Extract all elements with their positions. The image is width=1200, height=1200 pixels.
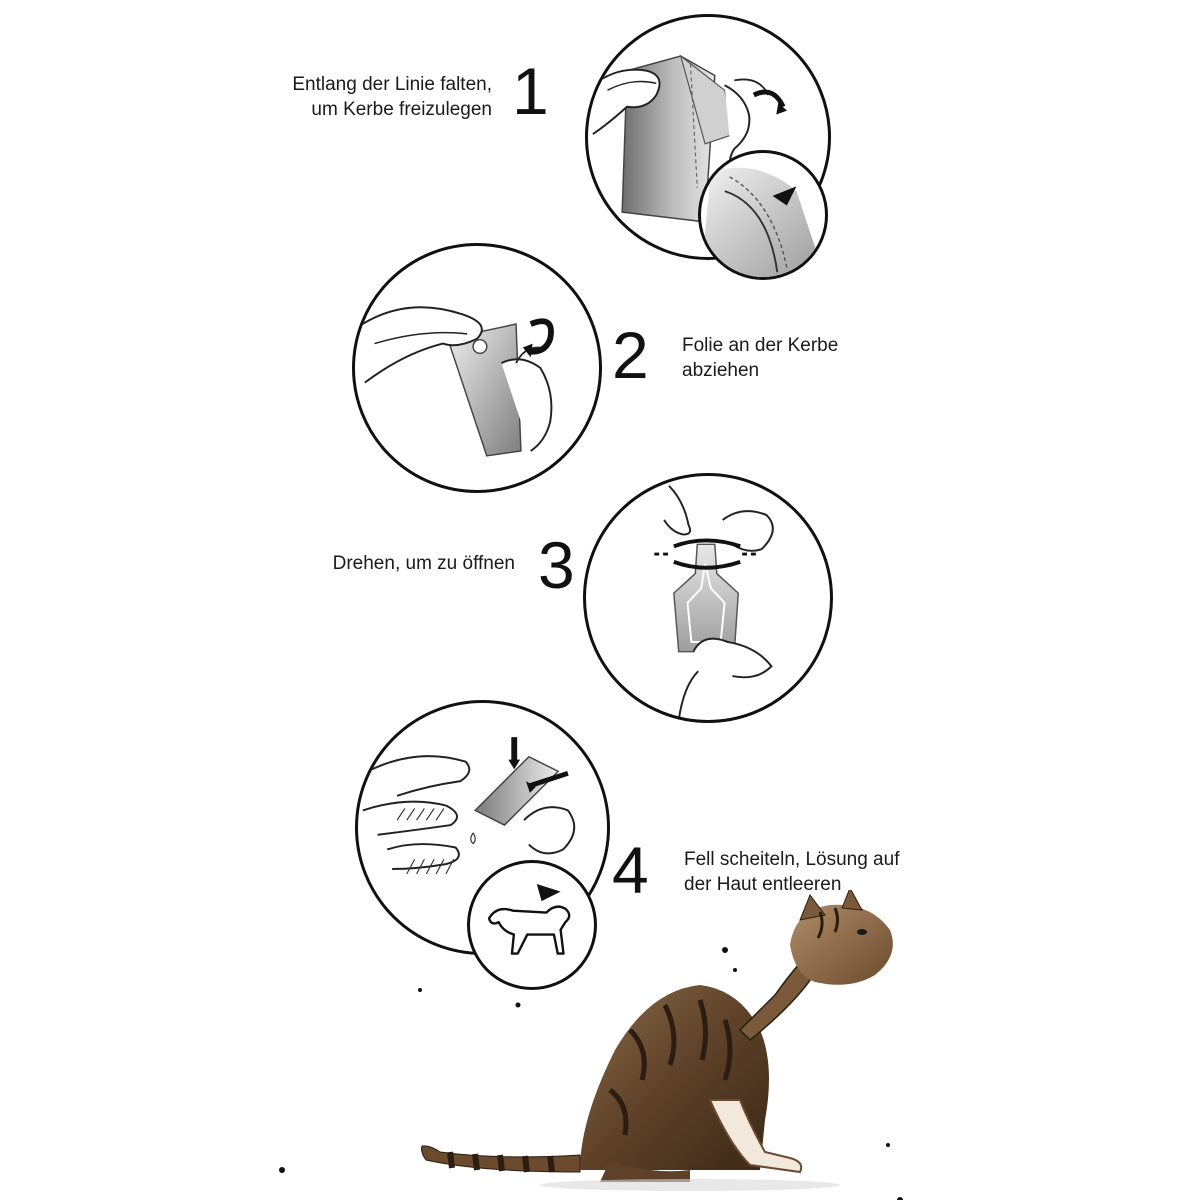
notch-magnifier-inset (698, 150, 828, 280)
step-1-line-1: Entlang der Linie falten, (292, 74, 492, 95)
step-1-line-2: um Kerbe freizulegen (311, 99, 492, 120)
step-3-number: 3 (538, 528, 575, 602)
twist-illustration-circle (583, 473, 833, 723)
twist-pipette-illustration-icon (586, 476, 830, 720)
step-4-line-1: Fell scheiteln, Lösung auf (684, 849, 900, 870)
step-2-number: 2 (612, 318, 649, 392)
step-3-line-1: Drehen, um zu öffnen (332, 553, 515, 574)
peel-foil-illustration-icon (355, 246, 599, 490)
step-2-text (682, 333, 902, 383)
step-4-number: 4 (612, 833, 649, 907)
step-2-line-2: abziehen (682, 360, 760, 381)
cat-ear-right (842, 890, 862, 910)
cat-shadow (540, 1179, 840, 1191)
cat-scratching-photo (270, 890, 930, 1200)
step-3-text (300, 551, 515, 576)
step-2-line-1: Folie an der Kerbe (682, 335, 839, 356)
step-1-number: 1 (512, 54, 549, 128)
magnifier-notch-inset-icon (701, 153, 825, 277)
cat-eye (857, 929, 867, 935)
step-1-text (250, 72, 492, 122)
step-4-line-2: der Haut entleeren (684, 874, 842, 895)
peel-illustration-circle (352, 243, 602, 493)
